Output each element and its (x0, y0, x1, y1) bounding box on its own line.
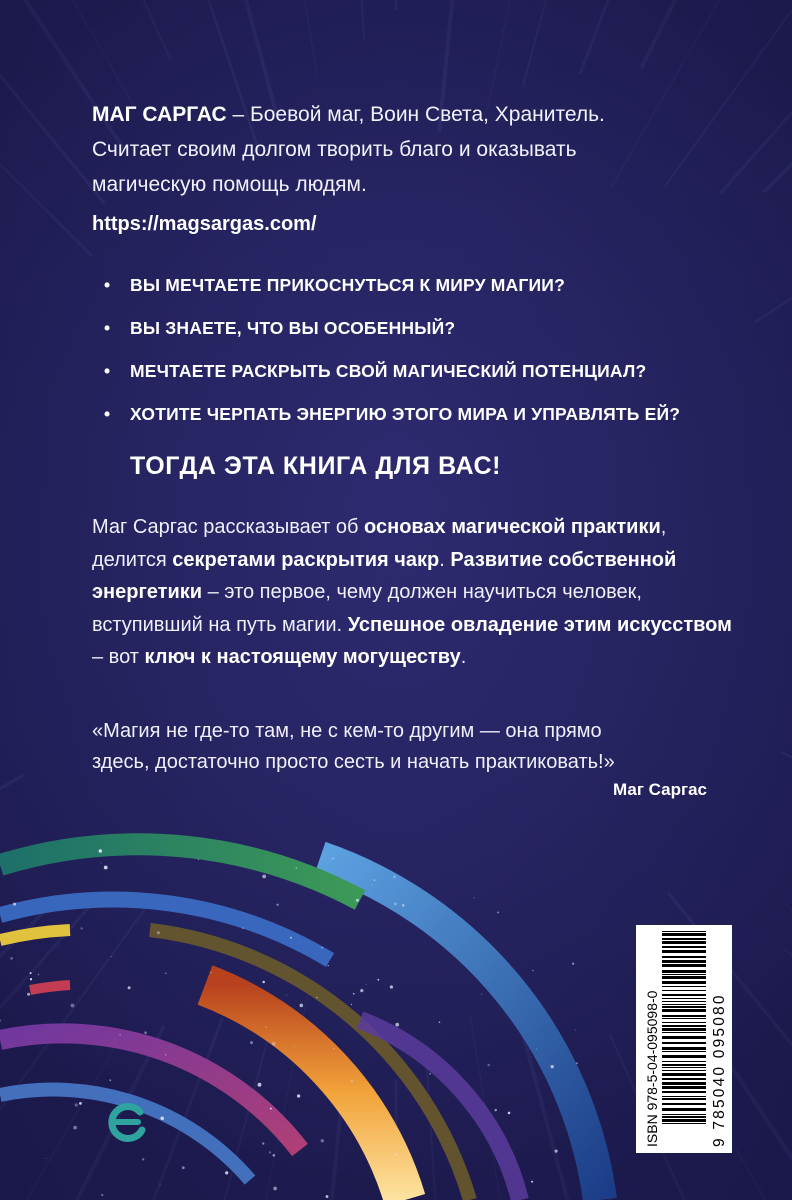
arc-red (30, 985, 70, 990)
quote-signature: Маг Саргас (613, 779, 707, 799)
arc-green (0, 844, 360, 900)
author-bio (92, 97, 732, 202)
bullet-icon: • (104, 318, 111, 338)
text-block (92, 97, 732, 800)
question-item: • МЕЧТАЕТЕ РАСКРЫТЬ СВОЙ МАГИЧЕСКИЙ ПОТЕНЦИАЛ? (104, 361, 647, 381)
publisher-logo-icon (104, 1098, 148, 1146)
arc-gold (0, 930, 70, 940)
bullet-icon: • (104, 404, 111, 424)
bullet-icon: • (104, 361, 111, 381)
quote-line-2: здесь, достаточно просто сесть и начать практиковать!» (92, 750, 615, 773)
author-website-link[interactable]: https://magsargas.com/ (92, 213, 317, 235)
question-item: • ХОТИТЕ ЧЕРПАТЬ ЭНЕРГИЮ ЭТОГО МИРА И УПРАВЛЯТЬ ЕЙ? (104, 404, 681, 424)
question-item: • ВЫ МЕЧТАЕТЕ ПРИКОСНУТЬСЯ К МИРУ МАГИИ? (104, 275, 565, 295)
question-item: • ВЫ ЗНАЕТЕ, ЧТО ВЫ ОСОБЕННЫЙ? (104, 318, 456, 338)
author-quote (92, 716, 732, 778)
bullet-icon: • (104, 275, 111, 295)
author-name: МАГ САРГАС (92, 103, 227, 126)
description-paragraph: Маг Саргас рассказывает об основах магической практики, делится секретами раскрытия чакр. Развитие собственной энергетики – это первое, чему должен научиться человек, вступивший на путь магии. Успешное овладение этим искусством – вот ключ к настоящему могуществу. (92, 516, 732, 668)
quote-line-1: «Магия не где-то там, не с кем-то другим — она прямо (92, 719, 602, 742)
question-list (104, 274, 732, 426)
headline: ТОГДА ЭТА КНИГА ДЛЯ ВАС! (130, 452, 502, 480)
author-bio-line-2: Считает своим долгом творить благо и оказывать (92, 138, 577, 161)
author-bio-line-1: – Боевой маг, Воин Света, Хранитель. (226, 103, 605, 126)
author-bio-line-3: магическую помощь людям. (92, 173, 367, 196)
isbn-text: ISBN 978-5-04-095098-0 (644, 990, 660, 1147)
barcode-digits: 9 785040 095080 (711, 993, 728, 1147)
isbn-barcode (636, 925, 732, 1153)
